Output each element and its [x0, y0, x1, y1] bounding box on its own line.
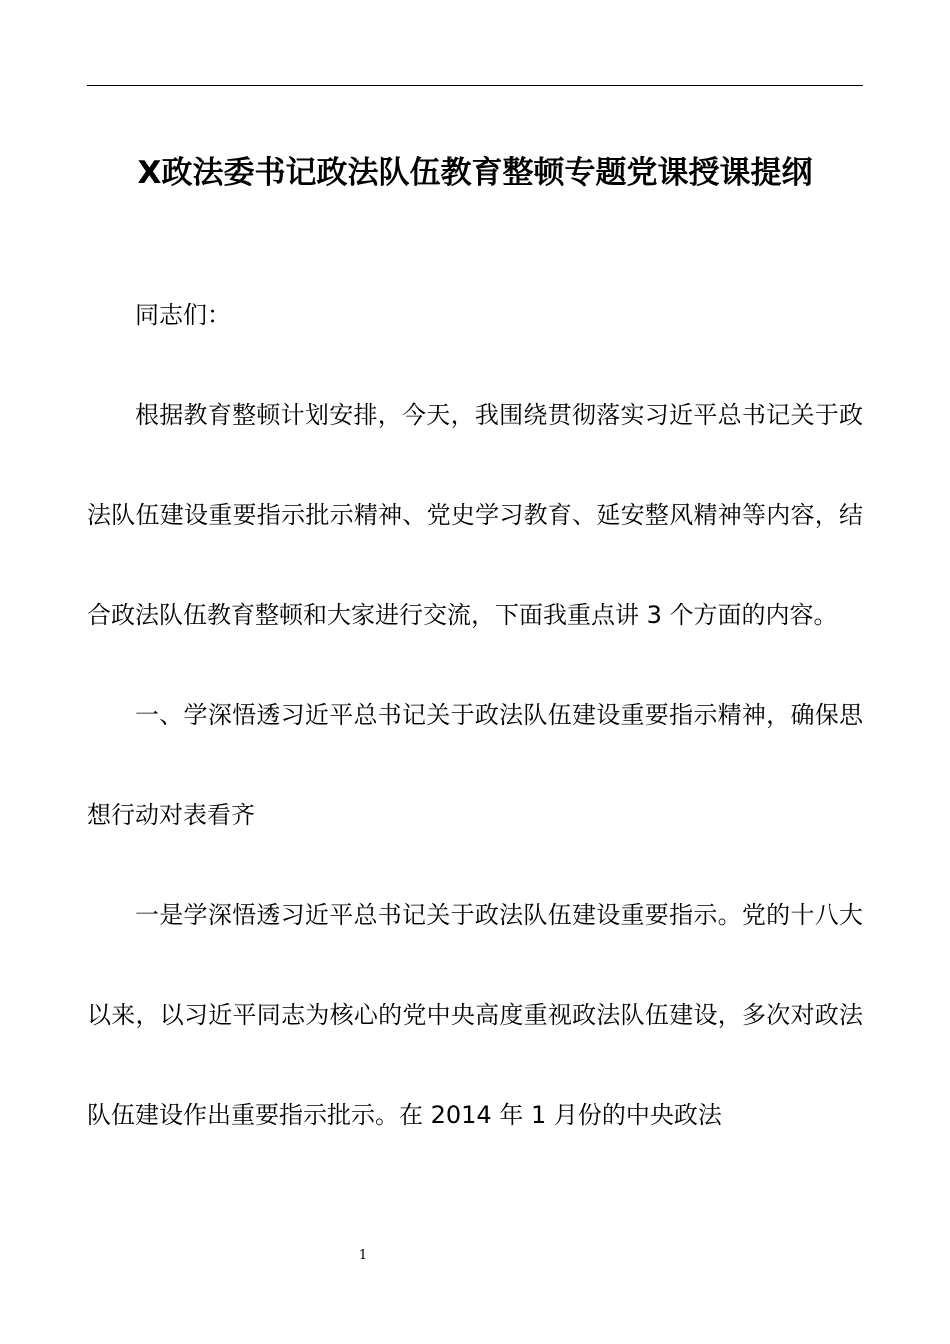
header-rule [87, 85, 863, 86]
intro-paragraph: 根据教育整顿计划安排，今天，我围绕贯彻落实习近平总书记关于政法队伍建设重要指示批示精神、党史学习教育、延安整风精神等内容，结合政法队伍教育整顿和大家进行交流，下面我重点讲 3 个方面的内容。 [87, 401, 863, 629]
page-number: 1 [358, 1248, 368, 1263]
document-title: X政法委书记政法队伍教育整顿专题党课授课提纲 [137, 155, 813, 191]
document-body [87, 265, 863, 1165]
section-heading-1: 一、学深悟透习近平总书记关于政法队伍建设重要指示精神，确保思想行动对表看齐 [87, 701, 863, 829]
salutation-paragraph: 同志们： [135, 301, 231, 329]
body-paragraph-1: 一是学深悟透习近平总书记关于政法队伍建设重要指示。党的十八大以来，以习近平同志为核心的党中央高度重视政法队伍建设，多次对政法队伍建设作出重要指示批示。在 2014 年 1 月份的中央政法 [87, 901, 863, 1129]
